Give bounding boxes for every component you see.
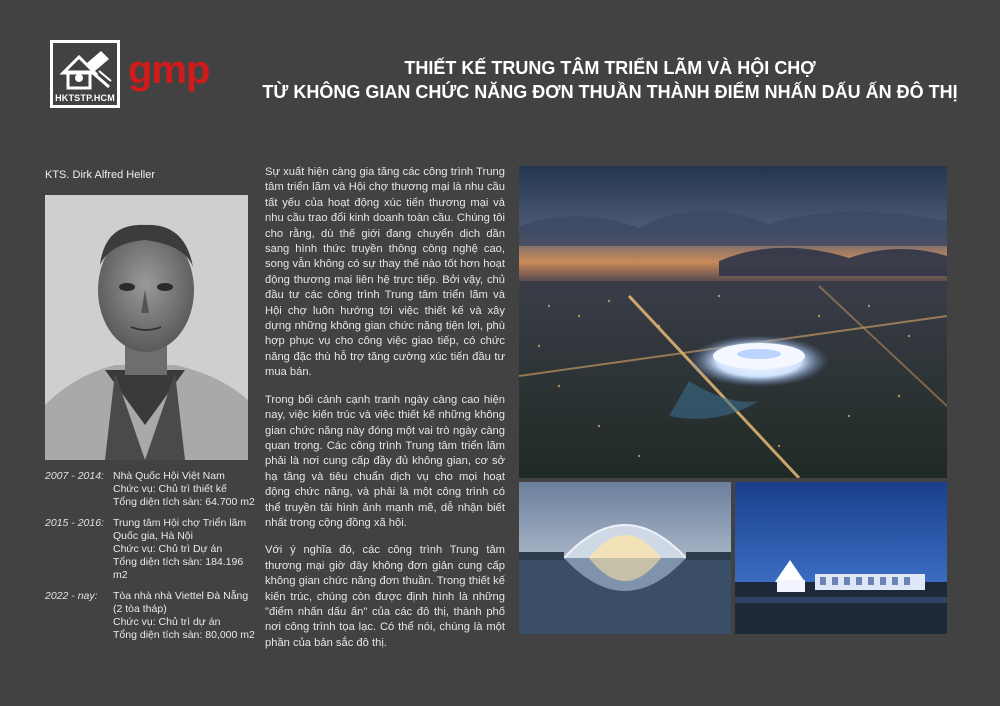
career-item xyxy=(45,470,255,509)
career-line: Tổng diện tích sàn: 184.196 m2 xyxy=(113,556,244,581)
career-period: 2007 - 2014: xyxy=(45,470,104,482)
architect-name: KTS. Dirk Alfred Heller xyxy=(45,169,156,181)
career-line: Nhà Quốc Hội Việt Nam xyxy=(113,470,225,482)
aerial-city-icon xyxy=(519,166,947,478)
house-logo-icon xyxy=(57,47,113,93)
hktstp-logo xyxy=(50,40,120,108)
page-title xyxy=(260,56,960,104)
career-line: Chức vụ: Chủ trì dự án xyxy=(113,616,221,628)
gmp-logo: gmp xyxy=(128,48,210,92)
paragraph-2: Trong bối cảnh cạnh tranh ngày càng cao hiện nay, việc kiến trúc và việc thiết kế những không gian chức năng này đóng một vai trò ngày càng quan trọng. Các công trình Trung tâm triển lãm phải là nơi cung cấp đầy đủ không gian, cơ sở hạ tầng và tiêu chuẩn dịch vụ cho mọi hoạt động chức năng, và phải là một công trình có thể truyền tải hình ảnh mạnh mẽ, dễ nhận biết nhất trong cộng đồng xã hội. xyxy=(265,393,505,529)
career-item xyxy=(45,517,255,582)
career-line: Chức vụ: Chủ trì Dự án xyxy=(113,543,223,555)
tent-building-icon xyxy=(735,482,947,634)
article-body xyxy=(265,165,505,663)
architect-portrait xyxy=(45,195,248,460)
career-line: Tổng diện tích sàn: 64.700 m2 xyxy=(113,496,255,508)
career-line: Quốc gia, Hà Nội xyxy=(113,530,193,542)
aerial-render-image xyxy=(519,166,947,478)
title-line-2: TỪ KHÔNG GIAN CHỨC NĂNG ĐƠN THUẦN THÀNH ĐIỂM NHẤN DẤU ẤN ĐÔ THỊ xyxy=(262,82,958,102)
arched-hall-image xyxy=(519,482,731,634)
paragraph-1: Sự xuất hiện càng gia tăng các công trình Trung tâm triển lãm và Hội chợ thương mại là nhu cầu tất yếu của hoạt động xúc tiến thương mại và nhu cầu trao đổi kinh doanh toàn cầu. Chúng tôi cho rằng, dù thế giới đang chuyển dịch dần sang hình thức truyền thông công nghệ cao, song vẫn không có sự thay thế nào tốt hơn hoạt động thương mại liên hệ trực tiếp. Bởi vậy, chủ đầu tư các công trình Trung tâm triển lãm và Hội chợ luôn hướng tới việc thiết kế và xây dựng những không gian chức năng tiện lợi, phù hợp phục vụ cho công việc giao tiếp, có chức năng đặc thù hỗ trợ tăng cường xúc tiến đầu tư mua bán. xyxy=(265,166,505,379)
career-period: 2015 - 2016: xyxy=(45,517,104,529)
career-line: (2 tòa tháp) xyxy=(113,603,167,615)
portrait-photo-icon xyxy=(45,195,248,460)
career-period: 2022 - nay: xyxy=(45,590,98,602)
career-line: Trung tâm Hội chợ Triển lãm xyxy=(113,517,247,529)
logo-caption: HKTSTP.HCM xyxy=(55,93,115,103)
career-line: Tổng diện tích sàn: 80,000 m2 xyxy=(113,629,255,641)
career-list xyxy=(45,470,255,650)
tent-building-image xyxy=(735,482,947,634)
career-line: Chức vụ: Chủ trì thiết kế xyxy=(113,483,227,495)
career-item xyxy=(45,590,255,642)
paragraph-3: Với ý nghĩa đó, các công trình Trung tâm thương mại giờ đây không đơn giản cung cấp không gian chức năng đơn thuần. Trong thiết kế kiến trúc, chúng còn được định hình là những "điểm nhấn dấu ấn" của các đô thị, thành phố nơi công trình tọa lạc. Có thể nói, chúng là một phần của bản sắc đô thị. xyxy=(265,544,505,649)
arched-hall-icon xyxy=(519,482,731,634)
title-line-1: THIẾT KẾ TRUNG TÂM TRIỂN LÃM VÀ HỘI CHỢ xyxy=(404,58,816,78)
career-line: Tòa nhà nhà Viettel Đà Nẵng xyxy=(113,590,249,602)
